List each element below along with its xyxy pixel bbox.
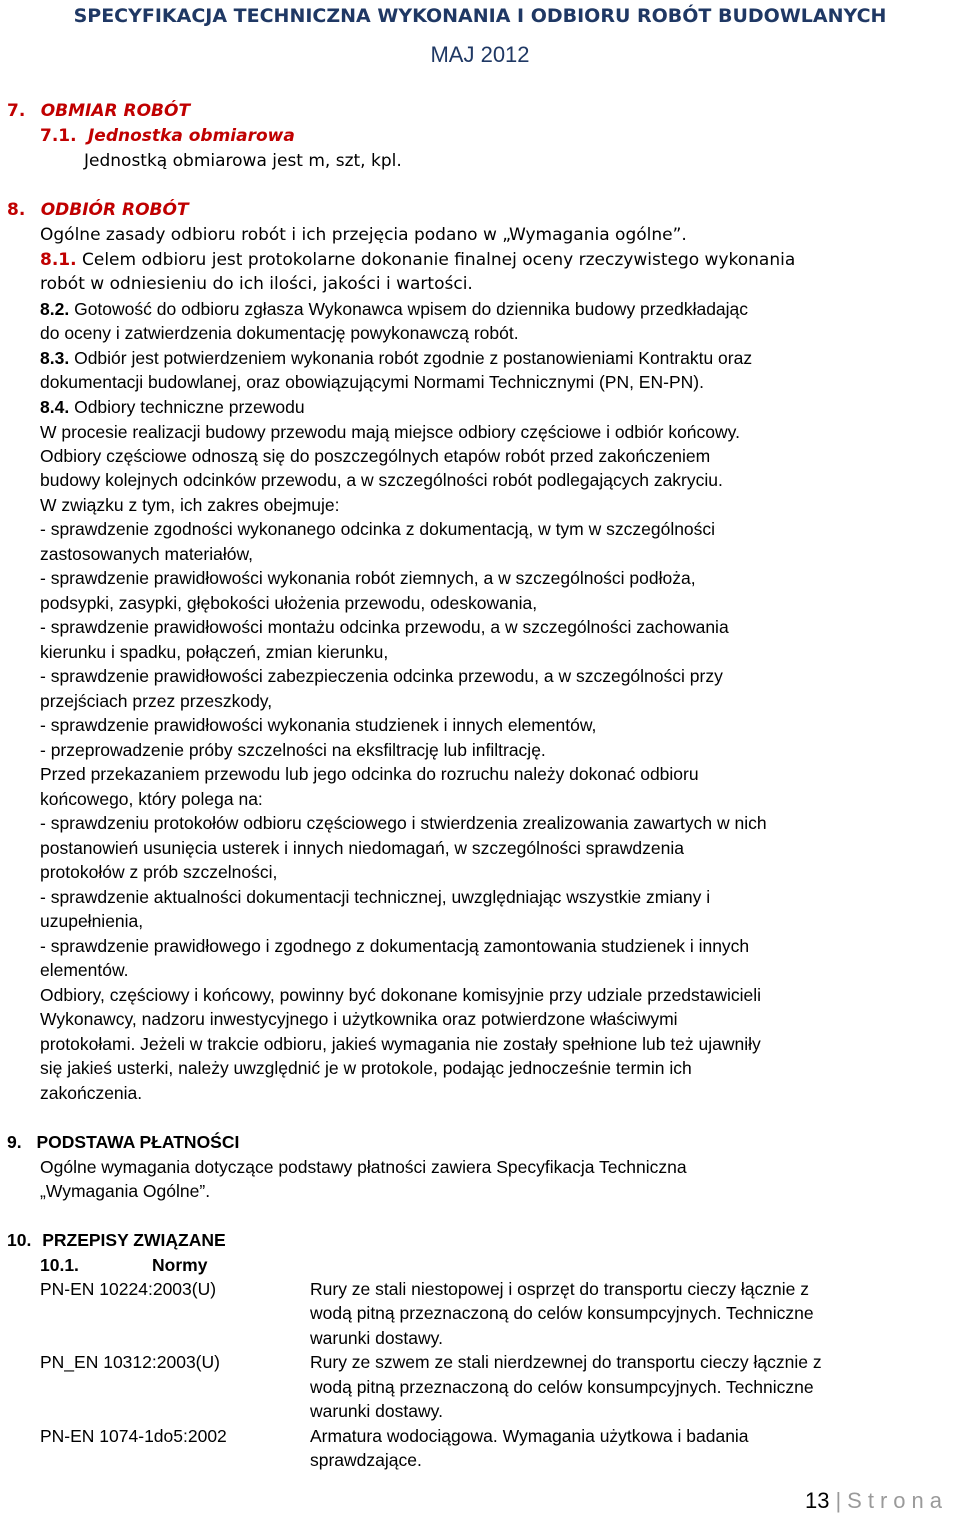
body-line: uzupełnienia, [40, 911, 144, 931]
section-10-title: PRZEPISY ZWIĄZANE [42, 1230, 226, 1250]
body-line: protokołami. Jeżeli w trakcie odbioru, jakieś wymagania nie zostały spełnione lub też ujawniły [40, 1034, 761, 1054]
section-7-title: OBMIAR ROBÓT [40, 101, 191, 121]
unit-text: Jednostką obmiarowa jest m, szt, kpl. [84, 151, 402, 171]
subsection-7-1-heading [40, 125, 295, 147]
body-line: postanowień usunięcia usterek i innych niedomagań, w szczególności sprawdzenia [40, 838, 684, 858]
body-line: protokołów z prób szczelności, [40, 862, 278, 882]
footer-separator: | [835, 1488, 842, 1513]
body-line: - sprawdzenie zgodności wykonanego odcinka z dokumentacją, w tym w szczególności [40, 519, 716, 539]
section-7-heading [7, 100, 190, 122]
paragraph-8-2-number: 8.2. [40, 299, 70, 319]
body-line: końcowego, który polega na: [40, 789, 263, 809]
norm-description-line: sprawdzające. [310, 1450, 422, 1470]
subsection-7-1-title: Jednostka obmiarowa [87, 126, 295, 146]
section-8-intro: Ogólne zasady odbioru robót i ich przejęcia podano w „Wymagania ogólne”. [40, 225, 687, 245]
paragraph-8-4-number: 8.4. [40, 397, 70, 417]
body-line: Przed przekazaniem przewodu lub jego odcinka do rozruchu należy dokonać odbioru [40, 764, 699, 784]
body-line: - sprawdzenie aktualności dokumentacji technicznej, uwzględniając wszystkie zmiany i [40, 887, 711, 907]
paragraph-8-1-line-1 [40, 249, 795, 271]
norm-description-line: warunki dostawy. [310, 1401, 443, 1421]
paragraph-8-3-line-2: dokumentacji budowlanej, oraz obowiązującymi Normami Technicznymi (PN, EN-PN). [40, 372, 704, 392]
norm-code: PN-EN 10224:2003(U) [40, 1279, 217, 1299]
norm-description-line: wodą pitną przeznaczoną do celów konsumpcyjnych. Techniczne [310, 1303, 814, 1323]
body-line: - sprawdzenie prawidłowości zabezpieczenia odcinka przewodu, a w szczególności przy [40, 666, 723, 686]
section-8-number: 8. [7, 200, 26, 220]
body-line: budowy kolejnych odcinków przewodu, a w szczególności robót podlegających zakryciu. [40, 470, 723, 490]
subsection-10-1-title: Normy [152, 1255, 208, 1275]
section-9-number: 9. [7, 1132, 22, 1152]
section-9-line-1: Ogólne wymagania dotyczące podstawy płatności zawiera Specyfikacja Techniczna [40, 1157, 687, 1177]
body-line: podsypki, zasypki, głębokości ułożenia przewodu, odeskowania, [40, 593, 538, 613]
subsection-7-1-number: 7.1. [40, 126, 77, 146]
paragraph-8-4-heading [40, 396, 305, 418]
norm-description-line: Rury ze stali niestopowej i osprzęt do transportu cieczy łącznie z [310, 1279, 809, 1299]
body-line: - przeprowadzenie próby szczelności na eksfiltrację lub infiltrację. [40, 740, 546, 760]
body-line: zakończenia. [40, 1083, 143, 1103]
body-line: Odbiory, częściowy i końcowy, powinny być dokonane komisyjnie przy udziale przedstawicieli [40, 985, 762, 1005]
section-9-heading [7, 1131, 239, 1153]
subsection-10-1-number: 10.1. [40, 1255, 79, 1275]
body-line: elementów. [40, 960, 129, 980]
document-header-date: MAJ 2012 [430, 42, 530, 67]
section-9-title: PODSTAWA PŁATNOŚCI [36, 1132, 240, 1152]
body-line: W procesie realizacji budowy przewodu mają miejsce odbiory częściowe i odbiór końcowy. [40, 422, 740, 442]
norm-code: PN-EN 1074-1do5:2002 [40, 1426, 227, 1446]
paragraph-8-2-text: Gotowość do odbioru zgłasza Wykonawca wpisem do dziennika budowy przedkładając [74, 299, 749, 319]
paragraph-8-2-line-1 [40, 298, 748, 320]
norm-description-line: Armatura wodociągowa. Wymagania użytkowa i badania [310, 1426, 749, 1446]
norm-description-line: warunki dostawy. [310, 1328, 443, 1348]
section-8-title: ODBIÓR ROBÓT [40, 200, 189, 220]
paragraph-8-1-number: 8.1. [40, 250, 77, 270]
body-line: się jakieś usterki, należy uwzględnić je w protokole, podając jednocześnie termin ich [40, 1058, 692, 1078]
body-line: kierunku i spadku, połączeń, zmian kierunku, [40, 642, 389, 662]
section-8-heading [7, 199, 189, 221]
body-line: Wykonawcy, nadzoru inwestycyjnego i użytkownika oraz potwierdzone właściwymi [40, 1009, 678, 1029]
body-line: - sprawdzenie prawidłowości wykonania studzienek i innych elementów, [40, 715, 597, 735]
norm-code: PN_EN 10312:2003(U) [40, 1352, 220, 1372]
paragraph-8-1-line-2: robót w odniesieniu do ich ilości, jakości i wartości. [40, 274, 473, 294]
body-line: przejściach przez przeszkody, [40, 691, 273, 711]
page-footer [805, 1488, 948, 1514]
body-line: - sprawdzenie prawidłowego i zgodnego z dokumentacją zamontowania studzienek i innych [40, 936, 750, 956]
body-line: - sprawdzeniu protokołów odbioru częściowego i stwierdzenia zrealizowania zawartych w nich [40, 813, 767, 833]
section-9-line-2: „Wymagania Ogólne”. [40, 1181, 211, 1201]
section-7-number: 7. [7, 101, 26, 121]
body-line: - sprawdzenie prawidłowości montażu odcinka przewodu, a w szczególności zachowania [40, 617, 729, 637]
body-line: W związku z tym, ich zakres obejmuje: [40, 495, 340, 515]
paragraph-8-3-line-1 [40, 347, 752, 369]
paragraph-8-4-title: Odbiory techniczne przewodu [74, 397, 305, 417]
document-header-title: SPECYFIKACJA TECHNICZNA WYKONANIA I ODBIORU ROBÓT BUDOWLANYCH [73, 5, 887, 27]
section-10-number: 10. [7, 1230, 32, 1250]
page-label: Strona [847, 1488, 948, 1513]
body-line: Odbiory częściowe odnoszą się do poszczególnych etapów robót przed zakończeniem [40, 446, 711, 466]
paragraph-8-2-line-2: do oceny i zatwierdzenia dokumentację powykonawczą robót. [40, 323, 519, 343]
paragraph-8-3-text: Odbiór jest potwierdzeniem wykonania robót zgodnie z postanowieniami Kontraktu oraz [74, 348, 753, 368]
section-10-heading [7, 1229, 226, 1251]
paragraph-8-3-number: 8.3. [40, 348, 70, 368]
paragraph-8-1-text: Celem odbioru jest protokolarne dokonanie finalnej oceny rzeczywistego wykonania [81, 250, 796, 270]
body-line: - sprawdzenie prawidłowości wykonania robót ziemnych, a w szczególności podłoża, [40, 568, 696, 588]
norm-description-line: Rury ze szwem ze stali nierdzewnej do transportu cieczy łącznie z [310, 1352, 822, 1372]
page-number: 13 [804, 1488, 830, 1513]
body-line: zastosowanych materiałów, [40, 544, 254, 564]
norm-description-line: wodą pitną przeznaczoną do celów konsumpcyjnych. Techniczne [310, 1377, 814, 1397]
